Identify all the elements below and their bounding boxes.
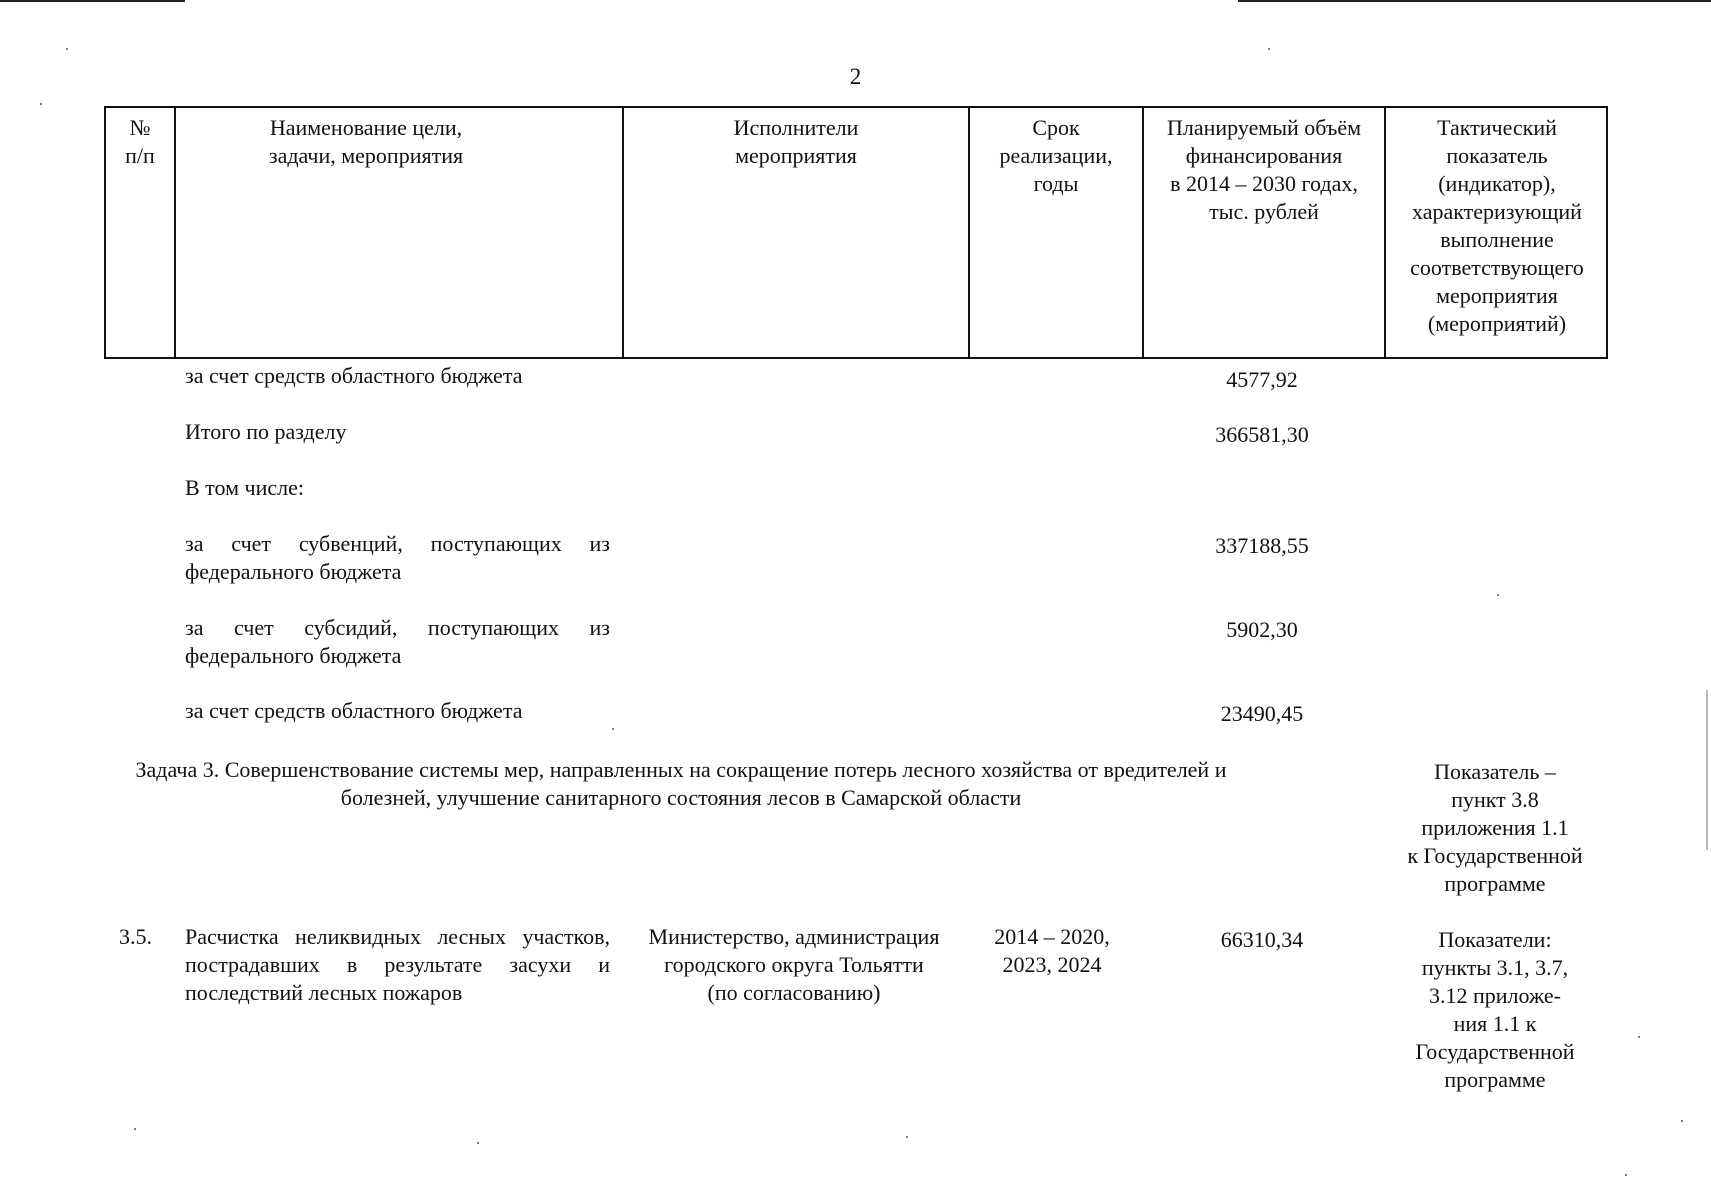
row-label: Итого по разделу [185, 419, 347, 444]
row-label: за счет субсидий, поступающих из федерального бюджета [185, 615, 610, 668]
item-executor: Министерство, администрация городского округа Тольятти (по согласованию) [648, 924, 940, 1005]
scan-edge [1706, 690, 1708, 850]
header-term: Срок реализации, годы [999, 115, 1113, 196]
top-scan-line-left [0, 0, 185, 2]
scan-speck [1625, 1174, 1627, 1176]
scan-speck [1681, 1120, 1683, 1122]
item-amount: 66310,34 [1220, 927, 1304, 952]
header-financing: Планируемый объём финансирования в 2014 – 2030 годах, тыс. рублей [1166, 115, 1362, 224]
row-label: В том числе: [185, 475, 304, 500]
task-indicator: Показатель – пункт 3.8 приложения 1.1 к Государственной программе [1407, 759, 1583, 896]
scan-speck [66, 48, 68, 50]
scan-speck [134, 1128, 136, 1130]
row-label: за счет субвенций, поступающих из федерального бюджета [185, 531, 610, 584]
scan-speck [1497, 594, 1499, 596]
header-name: Наименование цели, задачи, мероприятия [268, 115, 464, 168]
item-number: 3.5. [119, 924, 152, 949]
scan-speck [906, 1136, 908, 1138]
top-scan-line-right [1238, 0, 1711, 2]
row-amount: 4577,92 [1226, 367, 1298, 392]
row-amount: 23490,45 [1220, 701, 1304, 726]
row-amount: 5902,30 [1226, 617, 1298, 642]
scan-speck [1268, 48, 1270, 50]
row-amount: 337188,55 [1215, 533, 1309, 558]
header-indicator: Тактический показатель (индикатор), характеризующий выполнение соответствующего мероприятия (мероприятий) [1410, 115, 1584, 336]
header-executors: Исполнители мероприятия [733, 115, 859, 168]
header-number: № п/п [125, 115, 155, 168]
scan-speck [612, 728, 614, 730]
scan-speck [1638, 1036, 1640, 1038]
row-amount: 366581,30 [1215, 422, 1309, 447]
item-indicator: Показатели: пункты 3.1, 3.7, 3.12 приложе- ния 1.1 к Государственной программе [1415, 927, 1575, 1092]
scan-speck [40, 103, 42, 105]
row-label: за счет средств областного бюджета [185, 698, 523, 723]
page-number: 2 [849, 64, 862, 89]
row-label: за счет средств областного бюджета [185, 363, 523, 388]
task-heading: Задача 3. Совершенствование системы мер, направленных на сокращение потерь лесного хозяйства от вредителей и болезней, улучшение санитарного состояния лесов в Самарской области [135, 757, 1227, 810]
scan-speck [477, 1142, 479, 1144]
table-header [104, 106, 1608, 359]
item-name: Расчистка неликвидных лесных участков, пострадавших в результате засухи и последствий лесных пожаров [185, 924, 610, 1005]
item-term: 2014 – 2020, 2023, 2024 [994, 924, 1110, 977]
